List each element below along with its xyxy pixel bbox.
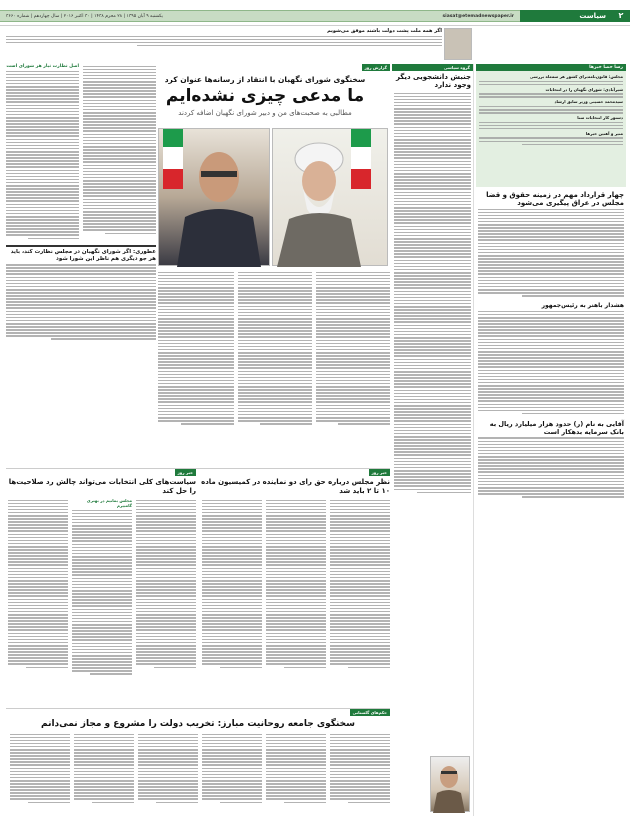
lead-body (158, 270, 390, 460)
left-col-b (6, 64, 79, 241)
dateline: یکشنبه ۹ آبان ۱۳۹۵ | ۲۸ محرم ۱۴۳۸ | ۳۰ اکتبر ۲۰۱۶ | سال چهاردهم | شماره ۳۶۶۰ (6, 13, 163, 19)
page-number: ۲ (612, 10, 630, 22)
sidebar-story-4-title[interactable]: آقایی به نام (ر) حدود هزار میلیارد ریال به بانک سرمایه بدهکار است (489, 419, 624, 436)
second-column (392, 64, 474, 816)
lead-photo-left-figure (157, 129, 269, 267)
top-quote-title: اگر همه ملت پشت دولت باشند موفق می‌شویم (327, 28, 442, 34)
left-title-1[interactable]: اصل نظارت نیاز هر شورای است (6, 64, 79, 69)
story-mid-kicker: خبر روز (175, 469, 197, 476)
lead-supertitle: سخنگوی شورای نگهبان با انتقاد از رسانه‌ها عنوان کرد (164, 75, 366, 84)
footer-title[interactable]: سخنگوی جامعه روحانیت مبارز: تخریب دولت را مشروع و مجاز نمی‌دانم (41, 719, 355, 729)
header-bar (0, 10, 630, 22)
sidebar-story-2 (476, 187, 626, 297)
story-mid (6, 469, 196, 677)
left-title-2[interactable]: عطوری: اگر شورای نگهبان در مجلس نظارت کند، بايد هر جو دیگری هم ناظر این شورا شود (10, 248, 156, 262)
story1-kicker: گروه سیاسی (392, 64, 473, 71)
footer-kicker: حکم‌های گلستانی (350, 709, 390, 716)
story-mid-title[interactable]: سیاست‌های کلی انتخابات می‌تواند چالش رد صلاحیت‌ها را حل کند (8, 478, 196, 495)
sidebar-news-4[interactable]: دستور کار انتخابات سنا (577, 115, 623, 121)
lead-header (140, 64, 390, 126)
lead-kicker: گزارش روز (362, 64, 391, 71)
page-header (0, 0, 630, 26)
story-left-title[interactable]: نظر مجلس درباره حق رای دو نماینده در کمیسیون ماده ۱۰ تا ۲ باید شد (201, 478, 390, 495)
footer-story (6, 708, 390, 816)
sidebar-news-1[interactable]: مجلس: قانون‌نامه‌برای کشور هر سه‌ماه بررسی (529, 74, 623, 79)
lead-subtitle: مطالبی به صحبت‌های من و دبیر شورای نگهبان اضافه کردند (178, 109, 352, 117)
lead-photo-left (158, 128, 270, 266)
story1-title[interactable]: جنبش دانشجویی دیگر وجود ندارد (395, 73, 471, 89)
lead-photo-right (272, 128, 388, 266)
top-quote (6, 28, 442, 62)
sidebar-news-3[interactable]: سیدمحمد حسینی وزیر سابق ارشاد (554, 99, 623, 105)
sidebar-news-5[interactable]: منیر و آهنین خبرها (585, 130, 623, 136)
sidebar-news-box (476, 71, 626, 187)
left-column (6, 64, 156, 464)
middle-row (6, 468, 390, 706)
website-link[interactable]: siasat@etemadnewspaper.ir (442, 13, 514, 19)
top-quote-photo (444, 28, 472, 60)
story-mid-sub: مجلس بمانیم در بهتری گامبیرم (86, 498, 132, 508)
story-left (200, 469, 390, 677)
sidebar-story-4 (476, 416, 626, 498)
sidebar-label: رسا حصا خبرها (476, 64, 626, 71)
sidebar-story-3 (476, 298, 626, 414)
left-sub-story (6, 245, 156, 340)
story-left-kicker: خبر روز (369, 469, 391, 476)
left-col-a (83, 64, 156, 241)
footer-photo-figure (429, 757, 469, 813)
lead-title[interactable]: ما مدعی چیزی نشده‌ایم (165, 86, 365, 106)
header-strip (0, 10, 520, 22)
lead-photo-right-figure (271, 129, 387, 267)
sidebar-story-2-title[interactable]: چهار قرارداد مهم در زمینه حقوق و قضا مجلس در عراق پیگیری می‌شود (486, 191, 624, 207)
sidebar-news-2[interactable]: شیرآبادی: شورای نگهبان را در انتخابات (545, 86, 623, 92)
section-title: سیاست (520, 10, 612, 22)
right-sidebar (476, 64, 626, 816)
sidebar-story-3-title[interactable]: هشدار باهنر به رئیس‌جمهور (541, 302, 624, 310)
footer-photo (430, 756, 470, 812)
